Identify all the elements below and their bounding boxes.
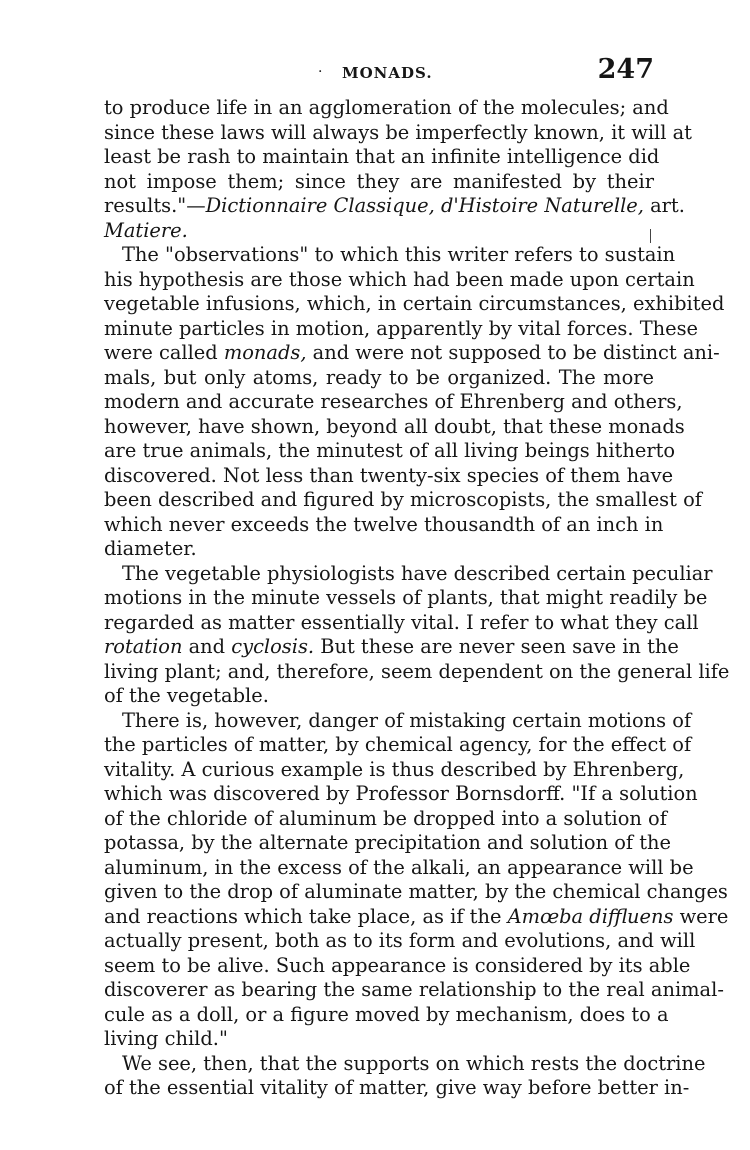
text-line	[104, 316, 699, 342]
text-line	[104, 439, 676, 464]
text-segment: since these laws will always be imperfectly known, it will at	[104, 120, 692, 144]
text-line	[104, 880, 728, 905]
text-line	[104, 341, 720, 366]
italic-text: Matiere.	[104, 218, 188, 242]
italic-text: Amœba diffluens	[507, 904, 674, 928]
text-line	[104, 757, 685, 783]
text-segment: not impose them; since they are manifested by their	[104, 169, 654, 193]
text-segment: however, have shown, beyond all doubt, that these monads	[104, 414, 685, 438]
text-line	[104, 267, 695, 293]
text-line	[104, 488, 702, 513]
running-header	[104, 52, 654, 88]
text-segment: are true animals, the minutest of all living beings hitherto	[104, 439, 676, 462]
text-line	[104, 170, 654, 195]
text-segment: been described and figured by microscopists, the smallest of	[104, 488, 702, 511]
text-segment: results."—	[104, 194, 206, 217]
text-segment: living child."	[104, 1027, 228, 1050]
text-line	[104, 855, 694, 881]
header-ornament: ·	[318, 64, 323, 80]
text-segment: modern and accurate researches of Ehrenberg and others,	[104, 390, 683, 413]
text-segment: actually present, both as to its form and evolutions, and will	[104, 929, 696, 952]
text-line	[104, 537, 654, 562]
text-segment: of the chloride of aluminum be dropped into a solution of	[104, 806, 667, 830]
italic-text: rotation	[104, 635, 183, 658]
text-segment: art.	[643, 194, 685, 217]
text-line	[104, 1002, 669, 1028]
text-segment: and	[182, 635, 232, 658]
text-segment: were	[673, 904, 729, 928]
text-line	[104, 512, 664, 538]
text-segment: vegetable infusions, which, in certain circumstances, exhibited	[104, 292, 725, 315]
italic-text: Dictionnaire Classique, d'Histoire Naturelle,	[205, 194, 644, 217]
text-segment: least be rash to maintain that an infinite intelligence did	[104, 145, 660, 168]
text-line	[104, 1051, 706, 1077]
body-text	[104, 96, 730, 1101]
text-line	[104, 561, 713, 587]
text-line	[104, 610, 699, 636]
text-line	[104, 194, 685, 219]
text-segment: The "observations" to which this writer refers to sustain	[122, 243, 676, 266]
text-segment: to produce life in an agglomeration of the molecules; and	[104, 96, 669, 119]
text-line	[104, 782, 698, 807]
text-line	[104, 953, 691, 979]
text-line	[104, 733, 692, 758]
text-segment: There is, however, danger of mistaking certain motions of	[122, 708, 692, 732]
text-segment: minute particles in motion, apparently by vital forces. These	[104, 316, 699, 340]
text-line	[104, 145, 660, 170]
page-number: 247	[597, 54, 654, 85]
text-segment: The vegetable physiologists have described certain peculiar	[122, 561, 713, 585]
text-segment: discoverer as bearing the same relationship to the real animal-	[104, 978, 724, 1001]
text-line	[104, 586, 708, 611]
text-segment: vitality. A curious example is thus described by Ehrenberg,	[104, 757, 685, 781]
text-segment: and reactions which take place, as if the	[104, 904, 508, 928]
text-segment: were called	[104, 341, 224, 364]
italic-text: monads,	[223, 341, 307, 364]
text-segment: and were not supposed to be distinct ani-	[306, 341, 720, 364]
text-line	[104, 463, 674, 489]
text-line	[104, 120, 692, 146]
text-segment: We see, then, that the supports on which rests the doctrine	[122, 1051, 706, 1075]
text-line	[104, 96, 669, 121]
text-line	[104, 390, 683, 415]
text-segment: motions in the minute vessels of plants, that might readily be	[104, 586, 708, 609]
text-line	[104, 635, 679, 660]
text-line	[104, 684, 654, 709]
text-segment: given to the drop of aluminate matter, by the chemical changes	[104, 880, 728, 903]
text-segment: cule as a doll, or a figure moved by mechanism, does to a	[104, 1002, 669, 1026]
text-line	[104, 1027, 654, 1052]
text-segment: regarded as matter essentially vital. I refer to what they call	[104, 610, 699, 634]
text-segment: his hypothesis are those which had been made upon certain	[104, 267, 695, 291]
text-line	[104, 366, 654, 391]
text-line	[104, 831, 671, 856]
text-segment: potassa, by the alternate precipitation and solution of the	[104, 831, 671, 854]
text-line	[104, 806, 667, 832]
text-segment: diameter.	[104, 537, 197, 560]
text-line	[104, 243, 676, 268]
text-segment: discovered. Not less than twenty-six species of them have	[104, 463, 674, 487]
text-line	[104, 1076, 690, 1101]
text-line	[104, 292, 725, 317]
text-segment: mals, but only atoms, ready to be organized. The more	[104, 365, 654, 389]
text-segment: which never exceeds the twelve thousandth of an inch in	[104, 512, 664, 536]
text-line	[104, 414, 685, 440]
text-line	[104, 978, 724, 1003]
text-segment: which was discovered by Professor Bornsdorff. "If a solution	[104, 782, 698, 805]
chapter-title: MONADS.	[342, 64, 433, 82]
text-segment: seem to be alive. Such appearance is considered by its able	[104, 953, 691, 977]
text-line	[104, 929, 696, 954]
text-line	[104, 219, 654, 244]
text-line	[104, 708, 692, 734]
text-segment: of the vegetable.	[104, 684, 269, 707]
text-line	[104, 904, 729, 930]
text-segment: the particles of matter, by chemical agency, for the effect of	[104, 733, 692, 756]
text-segment: aluminum, in the excess of the alkali, an appearance will be	[104, 855, 694, 879]
italic-text: cyclosis.	[231, 635, 315, 658]
text-segment: of the essential vitality of matter, give way before better in-	[104, 1076, 690, 1099]
text-line	[104, 659, 730, 685]
text-segment: living plant; and, therefore, seem dependent on the general life	[104, 659, 730, 683]
text-segment: But these are never seen save in the	[314, 635, 679, 658]
